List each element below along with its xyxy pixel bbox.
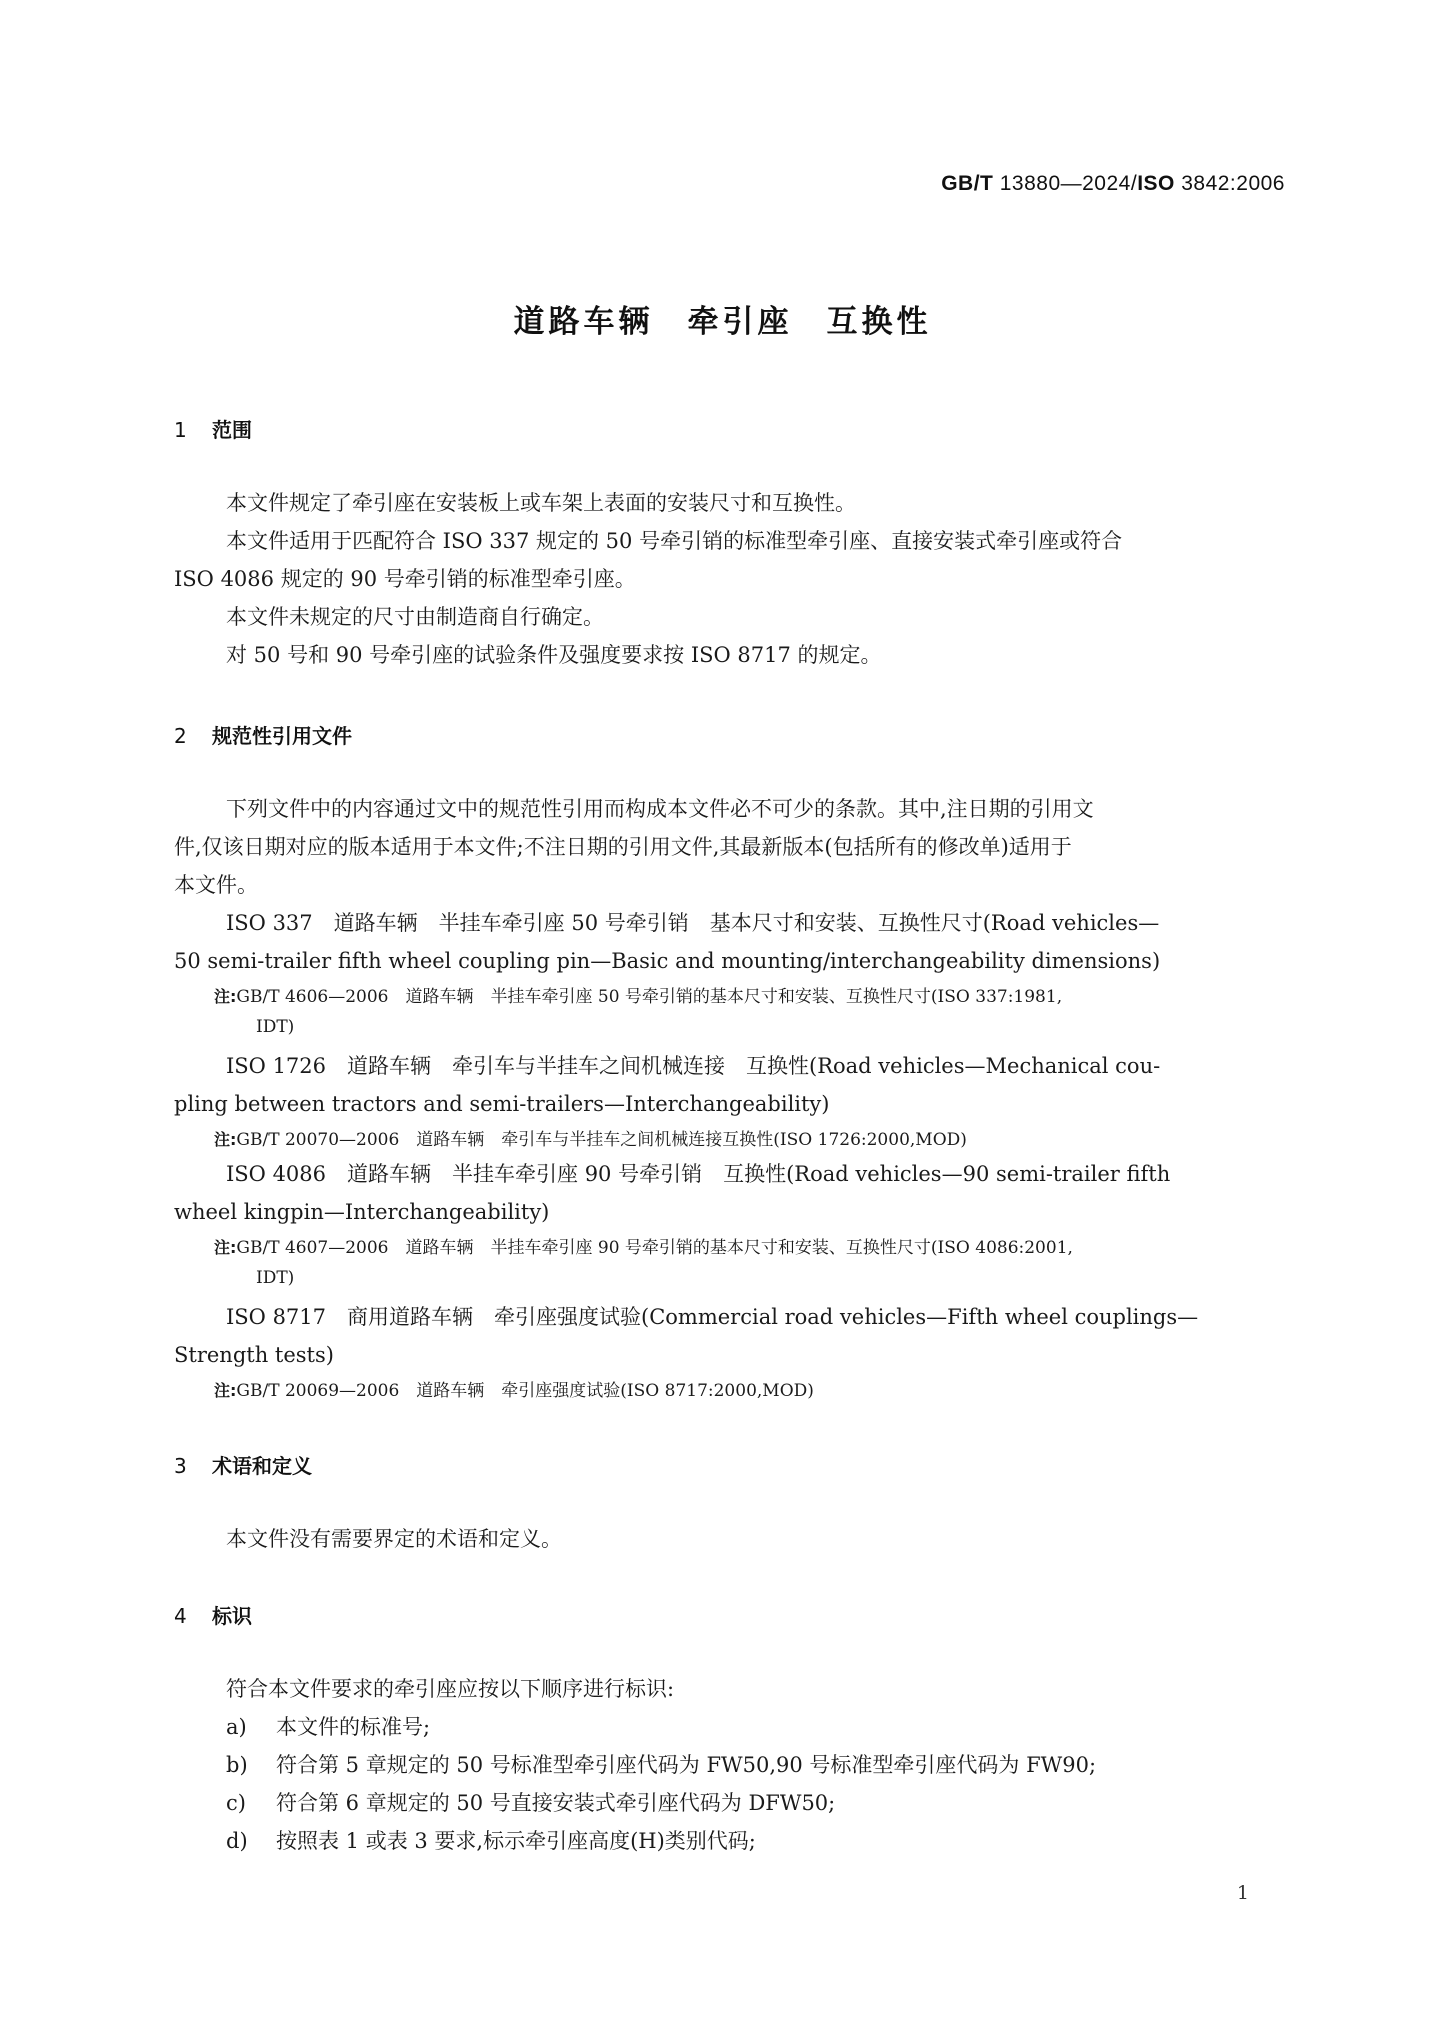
reference-note	[214, 1376, 1294, 1406]
list-text: 按照表 1 或表 3 要求,标示牵引座高度(H)类别代码;	[276, 1829, 756, 1853]
title-part-3: 互换性	[826, 304, 932, 340]
reference-entry: ISO 1726 道路车辆 牵引车与半挂车之间机械连接 互换性(Road vehicles—Mechanical cou-	[226, 1054, 1161, 1078]
reference-entry-cont: wheel kingpin—Interchangeability)	[174, 1200, 550, 1224]
section-heading-4	[174, 1600, 252, 1629]
reference-entry-cont: Strength tests)	[174, 1343, 334, 1367]
section-heading-3	[174, 1450, 312, 1479]
note-label: 注:	[214, 1238, 237, 1257]
paragraph: 对 50 号和 90 号牵引座的试验条件及强度要求按 ISO 8717 的规定。	[226, 643, 882, 667]
list-text: 符合第 6 章规定的 50 号直接安装式牵引座代码为 DFW50;	[276, 1791, 836, 1815]
paragraph: 本文件没有需要界定的术语和定义。	[226, 1527, 562, 1551]
title-part-1: 道路车辆	[513, 304, 654, 340]
reference-note	[214, 982, 1294, 1012]
section-number: 2	[174, 724, 187, 748]
section-number: 3	[174, 1454, 187, 1478]
section-heading-1	[174, 414, 252, 443]
note-label: 注:	[214, 987, 237, 1006]
iso-number: 3842:2006	[1181, 172, 1285, 195]
paragraph: ISO 4086 规定的 90 号牵引销的标准型牵引座。	[174, 567, 636, 591]
paragraph: 本文件规定了牵引座在安装板上或车架上表面的安装尺寸和互换性。	[226, 491, 856, 515]
reference-entry: ISO 8717 商用道路车辆 牵引座强度试验(Commercial road vehicles—Fifth wheel couplings—	[226, 1305, 1199, 1329]
paragraph: 本文件。	[174, 873, 258, 897]
list-item	[226, 1784, 835, 1822]
reference-note-cont: IDT)	[256, 1268, 295, 1288]
std-prefix: GB/T	[941, 172, 994, 195]
paragraph: 本文件适用于匹配符合 ISO 337 规定的 50 号牵引销的标准型牵引座、直接安装式牵引座或符合	[226, 529, 1123, 553]
section-number: 4	[174, 1604, 187, 1628]
section-number: 1	[174, 418, 187, 442]
list-marker: a)	[226, 1715, 247, 1739]
std-number: 13880—2024/	[999, 172, 1138, 195]
note-text: GB/T 4606—2006 道路车辆 半挂车牵引座 50 号牵引销的基本尺寸和安装、互换性尺寸(ISO 337:1981,	[236, 987, 1063, 1007]
list-marker: c)	[226, 1791, 246, 1815]
list-text: 符合第 5 章规定的 50 号标准型牵引座代码为 FW50,90 号标准型牵引座代码为 FW90;	[276, 1753, 1097, 1777]
paragraph: 件,仅该日期对应的版本适用于本文件;不注日期的引用文件,其最新版本(包括所有的修改单)适用于	[174, 835, 1072, 859]
list-text: 本文件的标准号;	[276, 1715, 431, 1739]
iso-prefix: ISO	[1137, 172, 1175, 195]
list-marker: b)	[226, 1753, 248, 1777]
reference-note	[214, 1125, 1294, 1155]
paragraph: 符合本文件要求的牵引座应按以下顺序进行标识:	[226, 1677, 675, 1701]
reference-note-cont: IDT)	[256, 1017, 295, 1037]
section-title: 规范性引用文件	[212, 724, 352, 748]
paragraph: 下列文件中的内容通过文中的规范性引用而构成本文件必不可少的条款。其中,注日期的引用文	[226, 797, 1094, 821]
note-text: GB/T 4607—2006 道路车辆 半挂车牵引座 90 号牵引销的基本尺寸和安装、互换性尺寸(ISO 4086:2001,	[236, 1238, 1073, 1258]
reference-entry-cont: 50 semi-trailer fifth wheel coupling pin—Basic and mounting/interchangeability dimensions)	[174, 949, 1161, 973]
section-title: 标识	[212, 1604, 252, 1628]
page-number: 1	[1236, 1882, 1249, 1904]
section-title: 术语和定义	[212, 1454, 312, 1478]
note-text: GB/T 20069—2006 道路车辆 牵引座强度试验(ISO 8717:2000,MOD)	[236, 1381, 814, 1401]
paragraph: 本文件未规定的尺寸由制造商自行确定。	[226, 605, 604, 629]
document-title	[0, 296, 1445, 341]
reference-entry-cont: pling between tractors and semi-trailers—Interchangeability)	[174, 1092, 830, 1116]
title-part-2: 牵引座	[687, 304, 793, 340]
reference-entry: ISO 337 道路车辆 半挂车牵引座 50 号牵引销 基本尺寸和安装、互换性尺寸(Road vehicles—	[226, 911, 1160, 935]
section-heading-2	[174, 720, 352, 749]
list-item	[226, 1746, 1096, 1784]
note-text: GB/T 20070—2006 道路车辆 牵引车与半挂车之间机械连接互换性(ISO 1726:2000,MOD)	[236, 1130, 967, 1150]
standard-number	[941, 172, 1285, 196]
list-item	[226, 1822, 756, 1860]
note-label: 注:	[214, 1381, 237, 1400]
list-marker: d)	[226, 1829, 248, 1853]
note-label: 注:	[214, 1130, 237, 1149]
list-item	[226, 1708, 430, 1746]
reference-entry: ISO 4086 道路车辆 半挂车牵引座 90 号牵引销 互换性(Road vehicles—90 semi-trailer fifth	[226, 1162, 1171, 1186]
section-title: 范围	[212, 418, 252, 442]
reference-note	[214, 1233, 1294, 1263]
